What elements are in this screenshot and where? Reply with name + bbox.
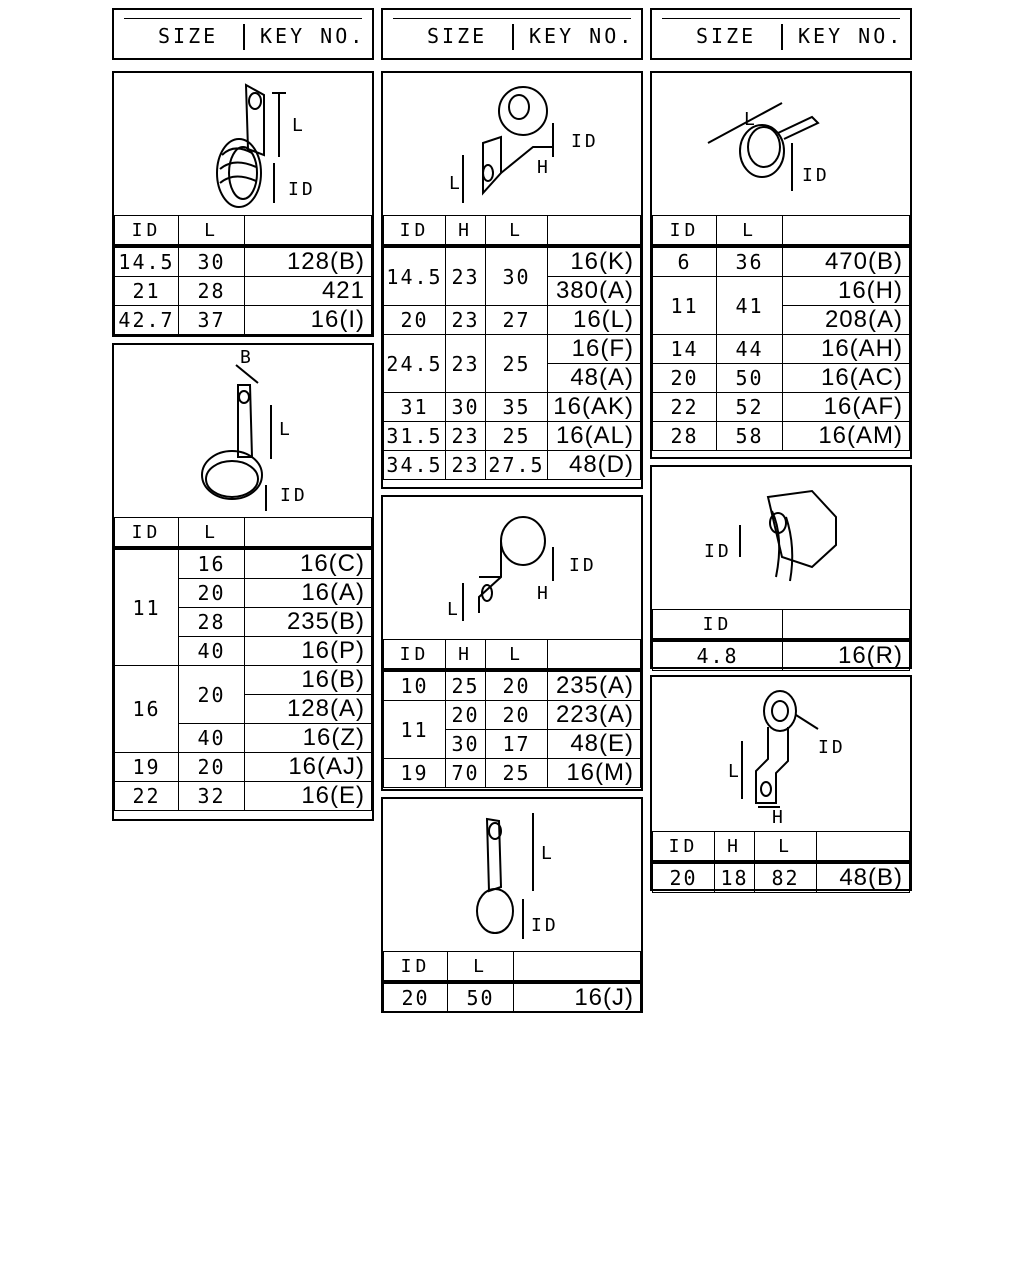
clamp-drawing [652, 467, 910, 609]
column-header [783, 216, 910, 247]
table-row [384, 701, 641, 730]
header-col3 [650, 8, 912, 60]
size-label: SIZE [158, 24, 219, 48]
key-number: 16(AH) [783, 335, 910, 364]
size-value: 30 [446, 730, 486, 759]
key-number: 16(AC) [783, 364, 910, 393]
table-row [384, 982, 641, 1013]
size-value: 28 [179, 608, 245, 637]
dim-id-label: ID [704, 541, 732, 562]
dim-id-label: ID [280, 485, 308, 506]
key-number: 16(M) [548, 759, 641, 788]
size-value: 25 [486, 759, 548, 788]
clamp-drawing [383, 73, 641, 215]
key-number: 16(P) [245, 637, 372, 666]
size-value: 24.5 [384, 335, 446, 393]
spec-table [652, 215, 910, 451]
column-header [548, 216, 641, 247]
table-row [115, 306, 372, 335]
size-value: 35 [486, 393, 548, 422]
clamp-panel-c1b [112, 343, 374, 821]
dim-l-label: L [541, 843, 555, 864]
column-header: L [448, 952, 514, 983]
key-label: KEY NO. [529, 24, 635, 48]
table-row [115, 246, 372, 277]
size-value: 11 [115, 548, 179, 666]
size-value: 23 [446, 306, 486, 335]
size-value: 20 [384, 306, 446, 335]
column-header: ID [384, 640, 446, 671]
key-number: 16(B) [245, 666, 372, 695]
size-value: 20 [486, 670, 548, 701]
key-number: 16(E) [245, 782, 372, 811]
table-row [384, 670, 641, 701]
table-row [384, 422, 641, 451]
column-header: ID [653, 610, 783, 641]
table-row [115, 277, 372, 306]
size-value: 16 [115, 666, 179, 753]
table-row [115, 548, 372, 579]
dim-id-label: ID [531, 915, 559, 936]
table-header-row [115, 518, 372, 549]
size-value: 50 [717, 364, 783, 393]
size-value: 41 [717, 277, 783, 335]
size-value: 32 [179, 782, 245, 811]
key-number: 16(AJ) [245, 753, 372, 782]
table-row [653, 364, 910, 393]
size-value: 11 [384, 701, 446, 759]
column-header: ID [653, 832, 715, 863]
size-value: 23 [446, 422, 486, 451]
table-row [653, 640, 910, 671]
clamp-drawing [652, 677, 910, 831]
spec-table [652, 609, 910, 671]
size-value: 19 [115, 753, 179, 782]
column-header: H [715, 832, 755, 863]
size-value: 42.7 [115, 306, 179, 335]
dim-l-label: L [279, 419, 293, 440]
clamp-drawing [383, 799, 641, 951]
key-number: 16(AK) [548, 393, 641, 422]
column-header [783, 610, 910, 641]
key-label: KEY NO. [798, 24, 904, 48]
key-number: 208(A) [783, 306, 910, 335]
size-value: 22 [115, 782, 179, 811]
column-header [245, 216, 372, 247]
size-value: 19 [384, 759, 446, 788]
size-value: 11 [653, 277, 717, 335]
size-value: 20 [179, 753, 245, 782]
key-number: 48(D) [548, 451, 641, 480]
spec-table [652, 831, 910, 893]
table-row [384, 246, 641, 277]
key-number: 16(C) [245, 548, 372, 579]
key-number: 223(A) [548, 701, 641, 730]
spec-table [383, 951, 641, 1013]
dim-h-label: H [537, 583, 551, 604]
size-value: 28 [179, 277, 245, 306]
clamp-drawing [114, 345, 372, 517]
size-value: 14 [653, 335, 717, 364]
spec-table [114, 517, 372, 811]
clamp-panel-c2a [381, 71, 643, 489]
key-number: 16(A) [245, 579, 372, 608]
key-number: 380(A) [548, 277, 641, 306]
dim-b-label: B [240, 347, 254, 368]
size-value: 20 [446, 701, 486, 730]
dim-l-label: L [744, 109, 758, 130]
size-value: 36 [717, 246, 783, 277]
column-header [245, 518, 372, 549]
column-header: H [446, 216, 486, 247]
table-header-row [384, 952, 641, 983]
size-value: 14.5 [384, 246, 446, 306]
clamp-drawing [383, 497, 641, 639]
size-value: 18 [715, 862, 755, 893]
key-number: 48(E) [548, 730, 641, 759]
clamp-drawing [114, 73, 372, 215]
size-value: 25 [486, 422, 548, 451]
size-value: 17 [486, 730, 548, 759]
size-value: 30 [446, 393, 486, 422]
header-col2 [381, 8, 643, 60]
column-header: ID [384, 952, 448, 983]
table-row [115, 666, 372, 695]
table-header-row [653, 610, 910, 641]
table-header-row [653, 216, 910, 247]
size-value: 58 [717, 422, 783, 451]
table-row [115, 782, 372, 811]
size-value: 27.5 [486, 451, 548, 480]
size-value: 20 [179, 579, 245, 608]
key-number: 16(AM) [783, 422, 910, 451]
table-row [384, 393, 641, 422]
key-number: 16(R) [783, 640, 910, 671]
dim-l-label: L [292, 115, 306, 136]
size-value: 30 [179, 246, 245, 277]
size-value: 25 [446, 670, 486, 701]
header-col1 [112, 8, 374, 60]
column-header: L [486, 640, 548, 671]
key-number: 16(I) [245, 306, 372, 335]
dim-l-label: L [728, 761, 742, 782]
size-value: 16 [179, 548, 245, 579]
size-value: 82 [755, 862, 817, 893]
column-header [514, 952, 641, 983]
size-value: 30 [486, 246, 548, 306]
clamp-panel-c3b [650, 465, 912, 669]
spec-table [383, 215, 641, 480]
table-header-row [384, 640, 641, 671]
column-header: L [179, 518, 245, 549]
dim-id-label: ID [288, 179, 316, 200]
size-value: 23 [446, 246, 486, 306]
size-value: 6 [653, 246, 717, 277]
key-number: 16(AF) [783, 393, 910, 422]
spec-table [114, 215, 372, 335]
size-value: 22 [653, 393, 717, 422]
table-row [115, 753, 372, 782]
size-value: 70 [446, 759, 486, 788]
table-row [653, 393, 910, 422]
size-value: 20 [653, 364, 717, 393]
column-header: H [446, 640, 486, 671]
column-header [548, 640, 641, 671]
table-row [653, 422, 910, 451]
size-value: 27 [486, 306, 548, 335]
key-number: 128(B) [245, 246, 372, 277]
column-header: L [486, 216, 548, 247]
dim-id-label: ID [571, 131, 599, 152]
column-header: ID [653, 216, 717, 247]
key-number: 16(AL) [548, 422, 641, 451]
table-header-row [115, 216, 372, 247]
dim-id-label: ID [569, 555, 597, 576]
column-header: L [755, 832, 817, 863]
size-value: 37 [179, 306, 245, 335]
key-number: 235(A) [548, 670, 641, 701]
size-value: 4.8 [653, 640, 783, 671]
size-value: 40 [179, 724, 245, 753]
size-value: 14.5 [115, 246, 179, 277]
size-value: 25 [486, 335, 548, 393]
key-number: 16(F) [548, 335, 641, 364]
clamp-panel-c1a [112, 71, 374, 337]
column-header [817, 832, 910, 863]
spec-table [383, 639, 641, 788]
size-value: 34.5 [384, 451, 446, 480]
table-header-row [384, 216, 641, 247]
dim-id-label: ID [802, 165, 830, 186]
column-header: ID [115, 216, 179, 247]
table-row [653, 862, 910, 893]
key-number: 470(B) [783, 246, 910, 277]
dim-l-label: L [449, 173, 463, 194]
key-number: 16(L) [548, 306, 641, 335]
size-value: 31 [384, 393, 446, 422]
key-number: 16(J) [514, 982, 641, 1013]
size-value: 50 [448, 982, 514, 1013]
dim-h-label: H [537, 157, 551, 178]
column-header: L [717, 216, 783, 247]
key-number: 16(H) [783, 277, 910, 306]
table-row [384, 451, 641, 480]
size-value: 44 [717, 335, 783, 364]
size-value: 40 [179, 637, 245, 666]
column-header: ID [115, 518, 179, 549]
clamp-panel-c3c [650, 675, 912, 891]
key-number: 128(A) [245, 695, 372, 724]
size-value: 23 [446, 335, 486, 393]
size-value: 20 [179, 666, 245, 724]
size-value: 10 [384, 670, 446, 701]
key-number: 235(B) [245, 608, 372, 637]
table-row [653, 246, 910, 277]
key-number: 16(K) [548, 246, 641, 277]
clamp-panel-c2c [381, 797, 643, 1013]
size-value: 20 [384, 982, 448, 1013]
dim-h-label: H [772, 807, 786, 828]
size-value: 23 [446, 451, 486, 480]
size-value: 20 [653, 862, 715, 893]
size-value: 52 [717, 393, 783, 422]
column-header: L [179, 216, 245, 247]
size-value: 31.5 [384, 422, 446, 451]
size-value: 21 [115, 277, 179, 306]
key-label: KEY NO. [260, 24, 366, 48]
table-row [653, 277, 910, 306]
table-row [653, 335, 910, 364]
dim-l-label: L [447, 599, 461, 620]
clamp-panel-c3a [650, 71, 912, 459]
column-header: ID [384, 216, 446, 247]
clamp-panel-c2b [381, 495, 643, 791]
table-header-row [653, 832, 910, 863]
table-row [384, 335, 641, 364]
size-value: 20 [486, 701, 548, 730]
dim-id-label: ID [818, 737, 846, 758]
key-number: 16(Z) [245, 724, 372, 753]
clamp-drawing [652, 73, 910, 215]
table-row [384, 306, 641, 335]
key-number: 48(A) [548, 364, 641, 393]
key-number: 421 [245, 277, 372, 306]
size-label: SIZE [427, 24, 488, 48]
size-value: 28 [653, 422, 717, 451]
table-row [384, 759, 641, 788]
size-label: SIZE [696, 24, 757, 48]
key-number: 48(B) [817, 862, 910, 893]
